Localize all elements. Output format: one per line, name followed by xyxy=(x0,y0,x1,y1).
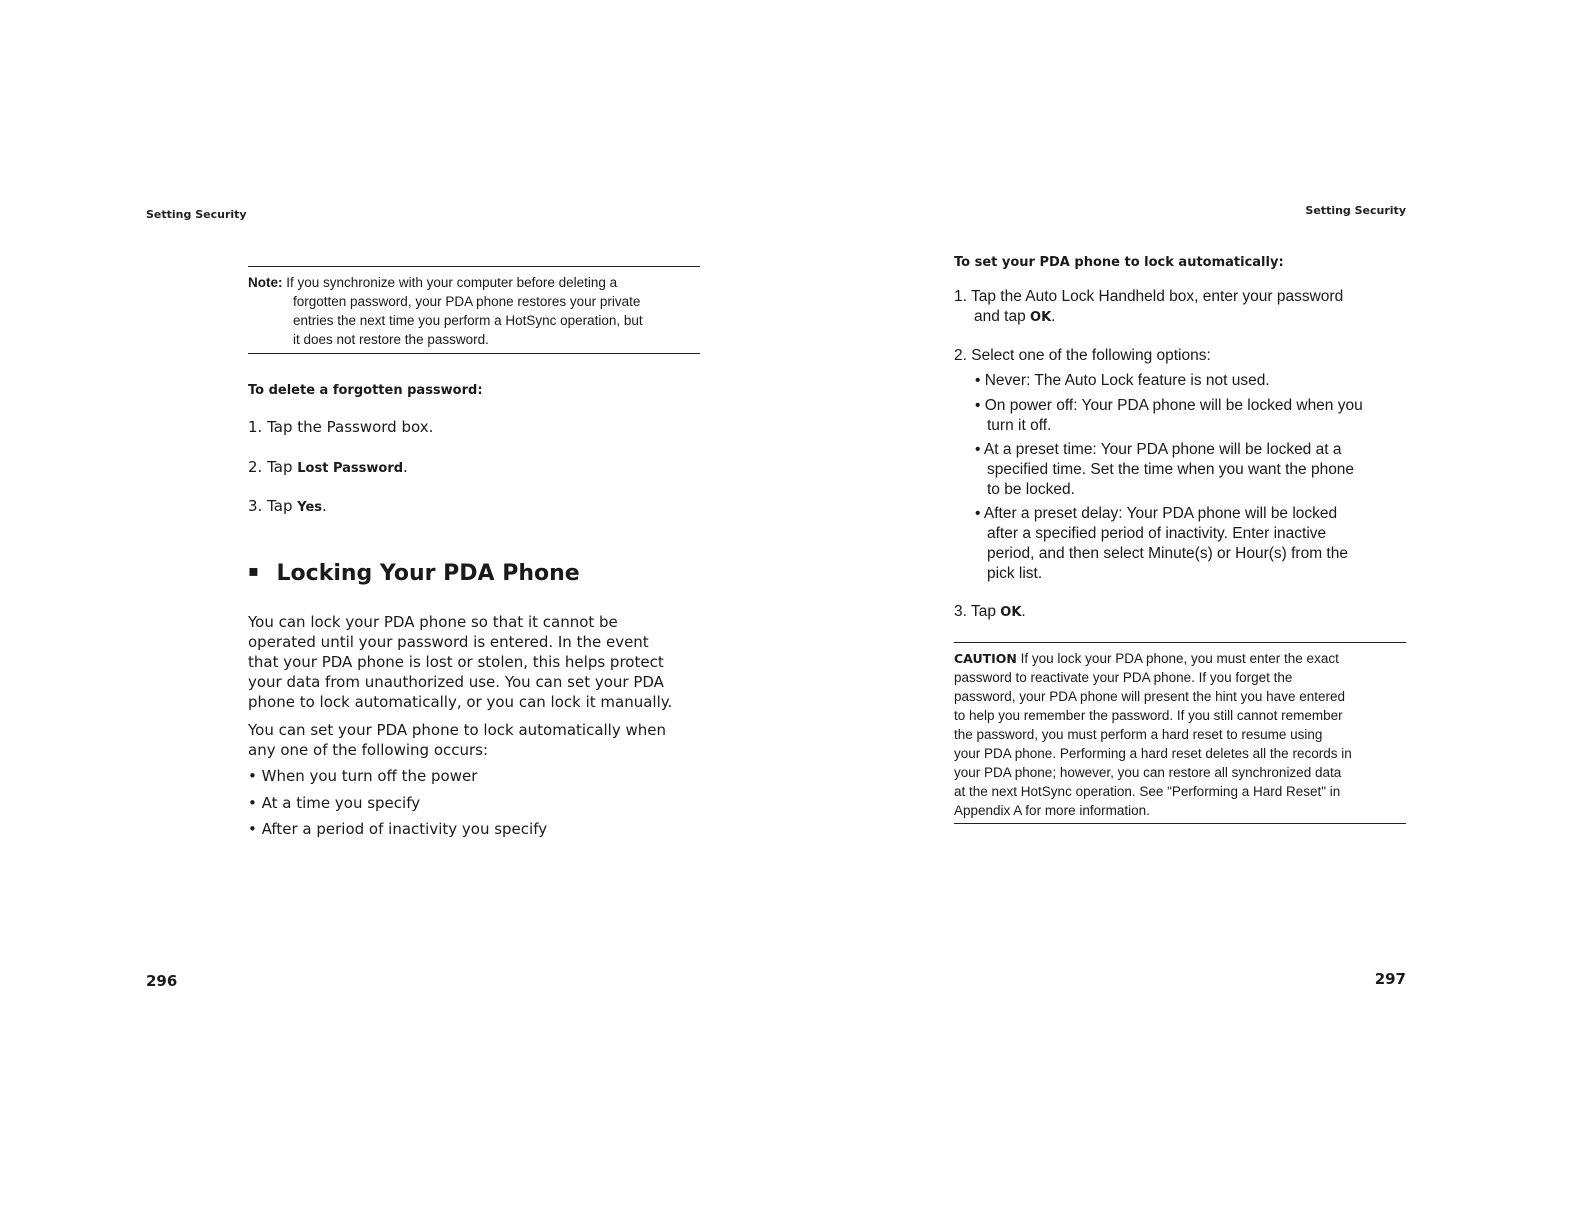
step-number: 3. xyxy=(954,603,967,620)
running-head-right: Setting Security xyxy=(1305,204,1406,217)
page-number-right: 297 xyxy=(1374,970,1406,988)
step-number: 2. xyxy=(248,458,263,476)
option-text: Never: The Auto Lock feature is not used. xyxy=(984,372,1270,389)
bullet-text: At a time you specify xyxy=(261,794,421,812)
step-text: Tap xyxy=(267,458,298,476)
caution-line: your PDA phone; however, you can restore all synchronized data xyxy=(954,765,1342,780)
step-text: Tap xyxy=(970,603,1001,620)
para-line: phone to lock automatically, or you can lock it manually. xyxy=(248,693,673,711)
step-text: Tap xyxy=(267,497,298,515)
note-box xyxy=(248,273,708,349)
caution-top-rule xyxy=(954,642,1406,643)
caution-bottom-rule xyxy=(954,823,1406,824)
caution-line: Appendix A for more information. xyxy=(954,803,1150,818)
option-text: to be locked. xyxy=(987,481,1075,498)
step-ui-term: OK xyxy=(1000,605,1022,620)
note-line: entries the next time you perform a HotSync operation, but xyxy=(293,313,643,328)
option-text: After a preset delay: Your PDA phone will be locked xyxy=(983,505,1338,522)
step-number: 2. xyxy=(954,347,967,364)
caution-line: If you lock your PDA phone, you must enter the exact xyxy=(1020,651,1339,666)
caution-line: password to reactivate your PDA phone. If you forget the xyxy=(954,670,1293,685)
step-punct: . xyxy=(1051,308,1056,325)
step-number: 1. xyxy=(954,288,967,305)
option-text: pick list. xyxy=(987,565,1043,582)
note-line: forgotten password, your PDA phone restores your private xyxy=(293,294,641,309)
note-bottom-rule xyxy=(248,353,700,354)
para-line: any one of the following occurs: xyxy=(248,741,489,759)
procedure-step xyxy=(954,287,1343,328)
step-text: Select one of the following options: xyxy=(971,347,1211,364)
para-line: operated until your password is entered. In the event xyxy=(248,633,649,651)
step-punct: . xyxy=(1021,603,1026,620)
caution-box xyxy=(954,649,1414,820)
caution-line: the password, you must perform a hard reset to resume using xyxy=(954,727,1323,742)
note-label: Note: xyxy=(248,275,283,290)
option-item: • At a preset time: Your PDA phone will be locked at a specified time. Set the time when you want the phone to be locked. xyxy=(975,440,1415,500)
section-title: Locking Your PDA Phone xyxy=(276,561,580,586)
option-item: • On power off: Your PDA phone will be locked when you turn it off. xyxy=(975,396,1415,436)
option-text: On power off: Your PDA phone will be locked when you xyxy=(984,397,1363,414)
step-number: 1. xyxy=(248,418,263,436)
note-line: it does not restore the password. xyxy=(293,332,489,347)
caution-label: CAUTION xyxy=(954,651,1017,666)
procedure-step xyxy=(954,346,1211,366)
procedure-step xyxy=(248,417,433,437)
step-text: Tap the Password box. xyxy=(267,418,434,436)
running-head-left: Setting Security xyxy=(146,208,247,221)
bullet-text: After a period of inactivity you specify xyxy=(261,820,548,838)
para-line: that your PDA phone is lost or stolen, this helps protect xyxy=(248,653,664,671)
step-ui-term: Lost Password xyxy=(297,461,404,476)
step-ui-term: Yes xyxy=(297,500,323,515)
bullet-text: When you turn off the power xyxy=(261,767,478,785)
note-line: If you synchronize with your computer before deleting a xyxy=(286,275,618,290)
caution-line: at the next HotSync operation. See "Performing a Hard Reset" in xyxy=(954,784,1341,799)
procedure-step xyxy=(248,457,408,479)
procedure-heading: To set your PDA phone to lock automatically: xyxy=(954,255,1284,270)
caution-line: your PDA phone. Performing a hard reset deletes all the records in xyxy=(954,746,1352,761)
caution-line: password, your PDA phone will present the hint you have entered xyxy=(954,689,1345,704)
step-ui-term: OK xyxy=(1030,310,1052,325)
bullet-item: • When you turn off the power xyxy=(248,767,478,785)
option-text: turn it off. xyxy=(987,417,1052,434)
para-line: You can set your PDA phone to lock automatically when xyxy=(248,721,667,739)
option-item: • After a preset delay: Your PDA phone will be locked after a specified period of inactivity. Enter inactive period, and then select Minute(s) or Hour(s) from the pick list. xyxy=(975,504,1415,584)
step-text: and tap xyxy=(974,308,1031,325)
section-marker-icon: ▪ xyxy=(248,561,259,580)
bullet-item: • At a time you specify xyxy=(248,794,421,812)
page-number-left: 296 xyxy=(146,972,178,990)
para-line: your data from unauthorized use. You can set your PDA xyxy=(248,673,664,691)
caution-line: to help you remember the password. If you still cannot remember xyxy=(954,708,1343,723)
procedure-heading: To delete a forgotten password: xyxy=(248,383,483,398)
step-number: 3. xyxy=(248,497,263,515)
section-heading xyxy=(248,561,580,586)
option-text: At a preset time: Your PDA phone will be locked at a xyxy=(983,441,1342,458)
option-text: specified time. Set the time when you want the phone xyxy=(987,461,1355,478)
procedure-step xyxy=(954,602,1026,623)
step-text: Tap the Auto Lock Handheld box, enter your password xyxy=(970,288,1344,305)
body-paragraph xyxy=(248,720,718,760)
bullet-item: • After a period of inactivity you specify xyxy=(248,820,548,838)
body-paragraph xyxy=(248,612,718,712)
note-top-rule xyxy=(248,266,700,267)
para-line: You can lock your PDA phone so that it cannot be xyxy=(248,613,618,631)
option-text: period, and then select Minute(s) or Hour(s) from the xyxy=(987,545,1348,562)
step-punct: . xyxy=(403,458,408,476)
procedure-step xyxy=(248,496,327,518)
option-item: • Never: The Auto Lock feature is not used. xyxy=(975,372,1270,389)
option-text: after a specified period of inactivity. Enter inactive xyxy=(987,525,1327,542)
step-punct: . xyxy=(322,497,327,515)
